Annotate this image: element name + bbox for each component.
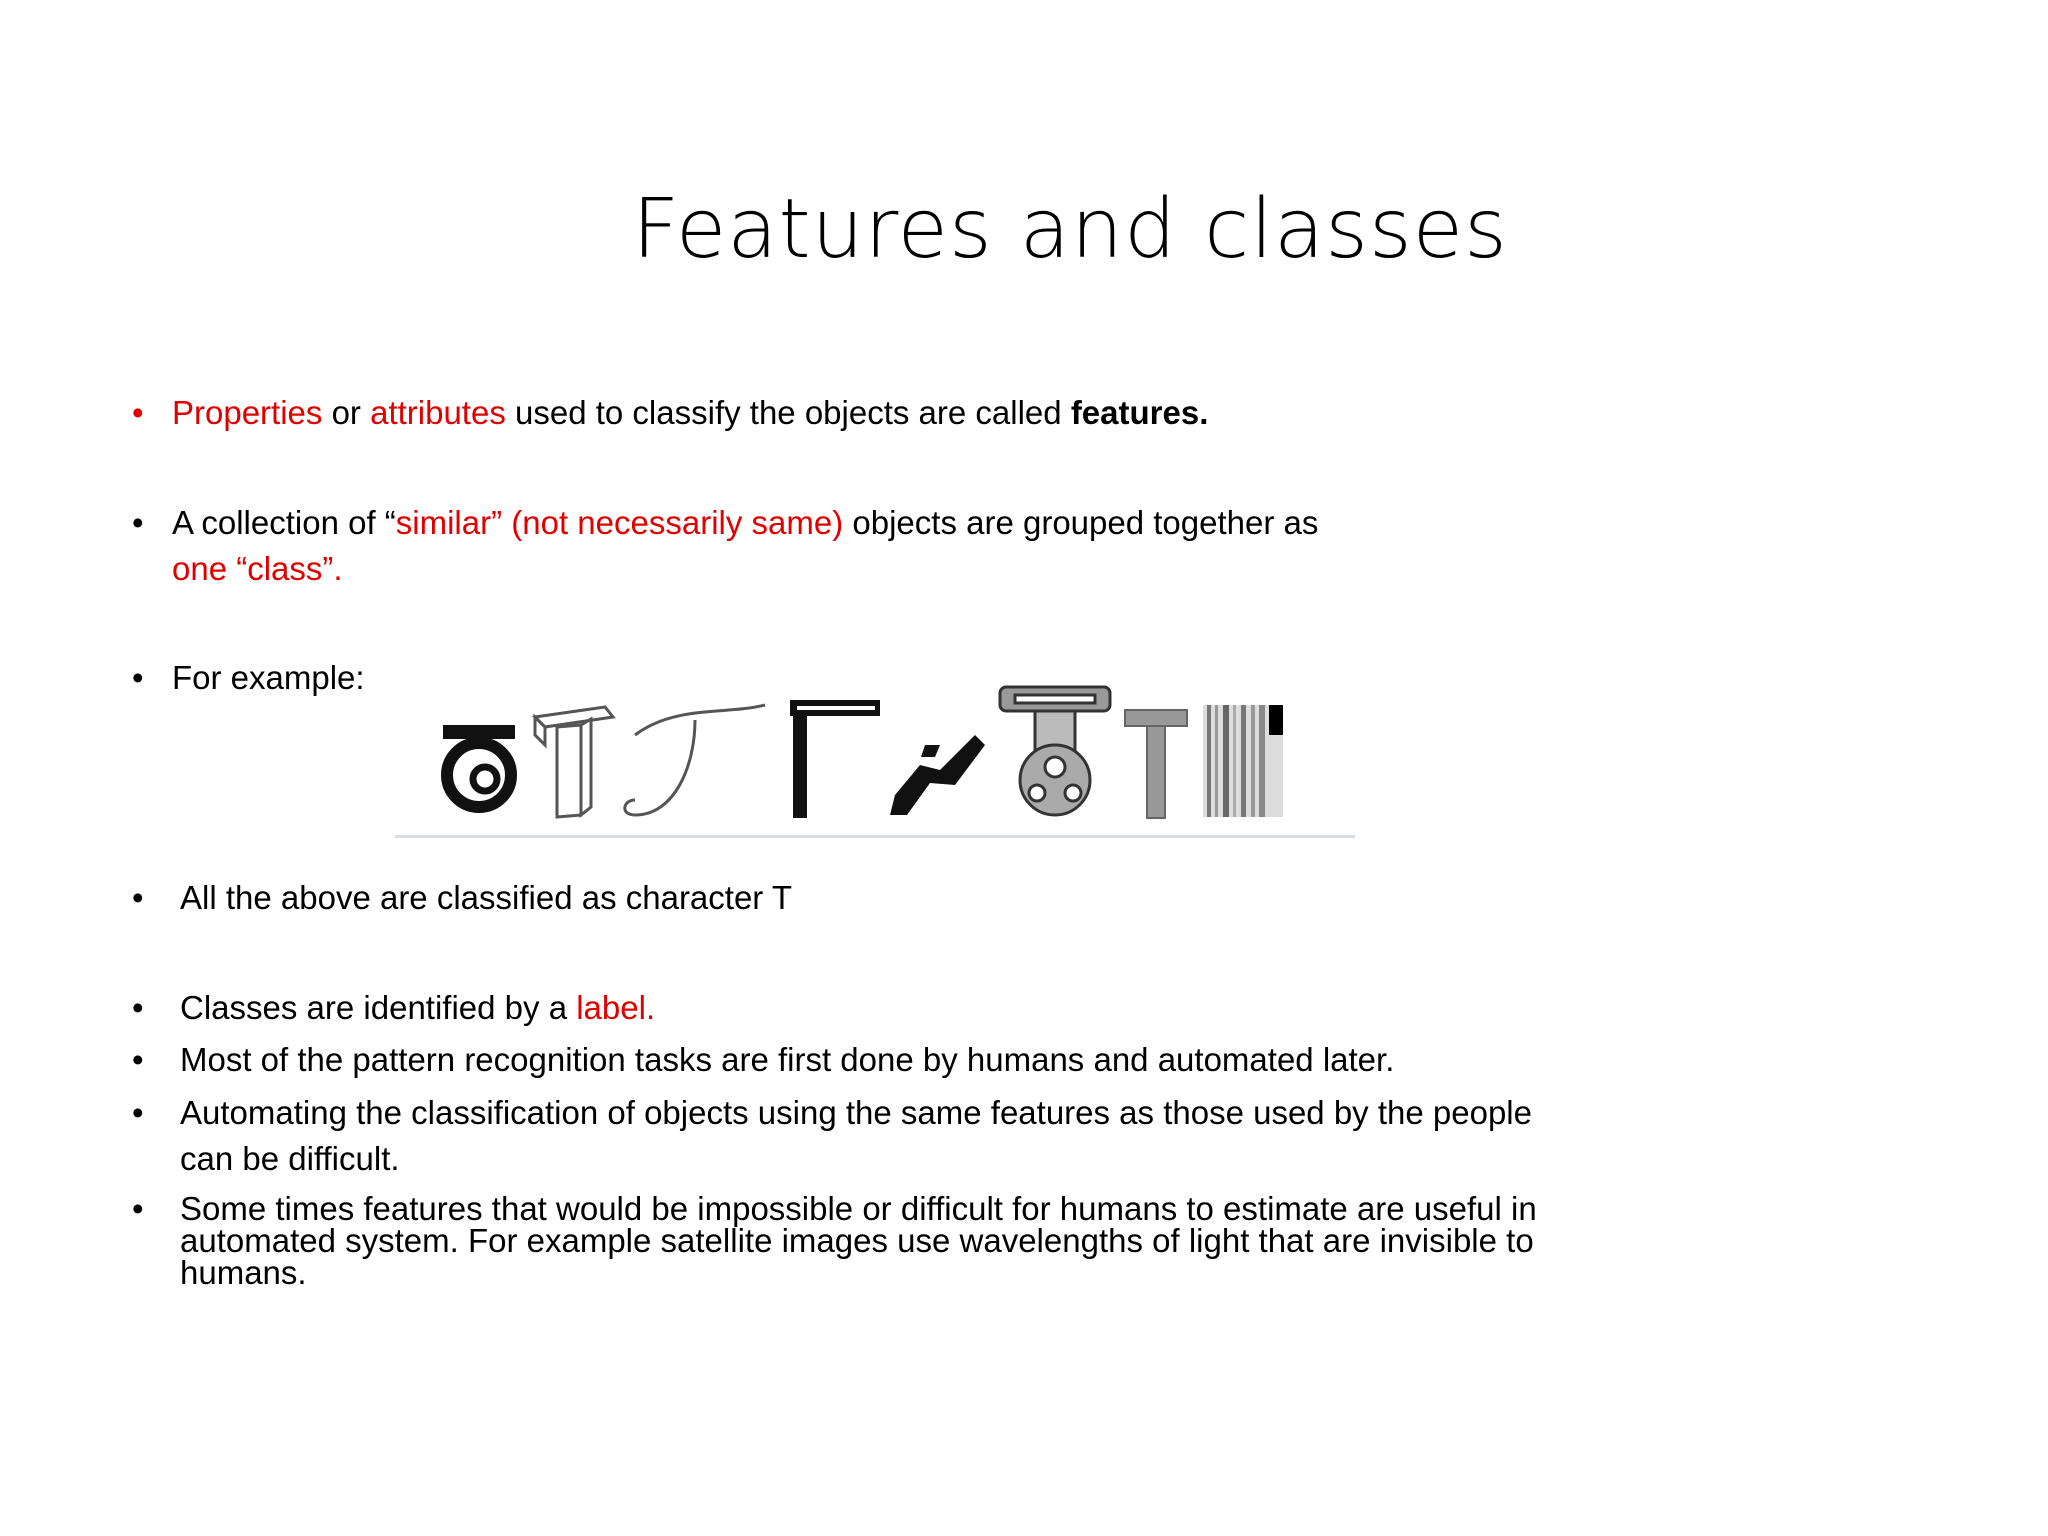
text-run: A collection of “: [172, 504, 396, 541]
bullet-dot: •: [132, 1094, 144, 1131]
text-line: Some times features that would be impossible or difficult for humans to estimate are useful in: [180, 1190, 1537, 1227]
bullet-dot: •: [132, 504, 144, 541]
text-line: humans.: [180, 1254, 307, 1291]
features-term: features.: [1070, 394, 1209, 431]
similar-term: similar” (not necessarily same): [395, 504, 844, 541]
text-run: Classes are identified by a: [180, 989, 577, 1026]
class-term: one “class”.: [172, 550, 343, 587]
glyph-t-script: [625, 705, 765, 815]
bullet-dot: •: [132, 989, 144, 1026]
image-caption-strip: [395, 835, 1355, 838]
properties-term: Properties: [172, 394, 323, 431]
bullet-dot: •: [132, 1041, 144, 1078]
bullet-dot: •: [132, 659, 144, 696]
bullet-text: [180, 1090, 1532, 1182]
slide-title-text: Features and classes: [632, 182, 1508, 277]
glyph-t-barcode: [1203, 705, 1283, 817]
slide-title: [0, 182, 2048, 277]
bullet-text: All the above are classified as character T: [180, 879, 793, 916]
glyph-t-ornate: [1000, 687, 1110, 815]
text-run: or: [322, 394, 371, 431]
text-run: objects are grouped together as: [843, 504, 1319, 541]
bullet-dot: •: [132, 394, 144, 431]
glyph-t-outline: [790, 700, 880, 818]
bullet-text: [180, 985, 655, 1031]
text-line: Automating the classification of objects using the same features as those used by the people: [180, 1094, 1532, 1131]
bullet-text: Most of the pattern recognition tasks are first done by humans and automated later.: [180, 1041, 1395, 1078]
bullet-text: [172, 390, 1208, 436]
bullet-text: [172, 500, 1318, 592]
bullet-text: [180, 1190, 1537, 1291]
bullet-dot: •: [132, 879, 144, 916]
glyph-t-grey: [1125, 710, 1187, 818]
text-line: can be difficult.: [180, 1140, 400, 1177]
character-t-variants-image: [395, 675, 1355, 845]
text-line: automated system. For example satellite images use wavelengths of light that are invisible to: [180, 1222, 1534, 1259]
label-term: label.: [576, 989, 656, 1026]
glyph-t-swirl: [443, 725, 515, 807]
bullet-dot: •: [132, 1190, 144, 1227]
text-run: used to classify the objects are called: [505, 394, 1071, 431]
glyph-t-3d: [535, 707, 613, 817]
attributes-term: attributes: [370, 394, 506, 431]
glyph-t-skewed: [890, 735, 985, 815]
bullet-text: For example:: [172, 659, 365, 696]
